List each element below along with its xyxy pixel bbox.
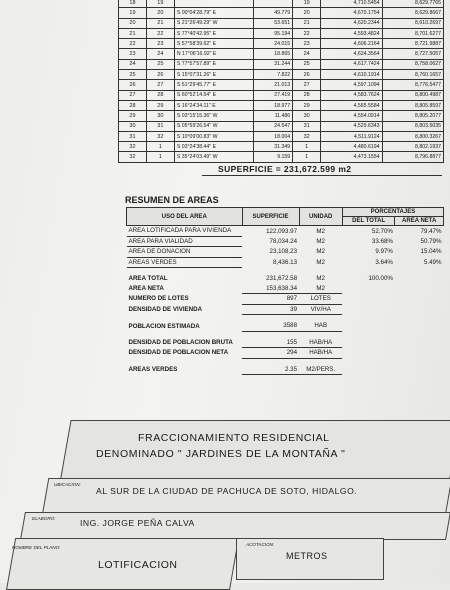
coord-cell-c: 27 bbox=[293, 80, 321, 90]
resumen-cell-p1: 33.68% bbox=[371, 237, 393, 245]
header-porcentajes: PORCENTAJES bbox=[342, 208, 443, 217]
coord-cell-c: 29 bbox=[293, 100, 321, 110]
coord-cell-bearing: S 00°04'28.79" E bbox=[174, 8, 253, 18]
coord-cell-c: 1 bbox=[293, 142, 321, 152]
resumen-cell-p2: 5.49% bbox=[423, 258, 442, 266]
resumen-row bbox=[127, 304, 444, 315]
coord-cell-b: 20 bbox=[146, 8, 174, 18]
elaboro-label: ELABORO: bbox=[32, 516, 56, 521]
coord-cell-coordx: 8,805.2077 bbox=[382, 111, 444, 121]
coord-cell-coordx: 8,727.5057 bbox=[382, 49, 444, 59]
resumen-cell-unit: M2/PERS. bbox=[299, 365, 342, 375]
coord-cell-b: 27 bbox=[146, 80, 174, 90]
coord-cell-dist: 31.244 bbox=[254, 59, 293, 69]
coord-row bbox=[119, 49, 444, 59]
coord-cell-bearing: S 51°29'45.77" E bbox=[174, 80, 253, 90]
coord-cell-coordy: 4,617.7424 bbox=[321, 59, 382, 69]
resumen-cell-label: AREA PARA VIALIDAD bbox=[127, 236, 243, 247]
coord-cell-bearing: S 60°52'14.54" E bbox=[174, 90, 253, 100]
coord-cell-c: 30 bbox=[293, 111, 321, 121]
coord-row bbox=[119, 0, 444, 8]
coord-cell-b: 19 bbox=[146, 0, 174, 8]
resumen-cell-sup: 23,108.23 bbox=[269, 248, 298, 256]
coord-row bbox=[119, 70, 444, 80]
coord-cell-coordx: 8,800.4987 bbox=[382, 90, 444, 100]
resumen-row bbox=[127, 257, 444, 268]
coord-row bbox=[119, 131, 444, 141]
coord-row bbox=[119, 39, 444, 49]
coord-cell-a: 22 bbox=[119, 39, 147, 49]
coord-cell-bearing: S 21°26'49.29" W bbox=[174, 18, 253, 28]
resumen-cell-label: AREAS VERDES bbox=[127, 257, 243, 268]
coord-cell-dist: 95.194 bbox=[254, 28, 293, 38]
coord-cell-coordx: 8,629.8667 bbox=[382, 8, 444, 18]
coord-cell-c: 28 bbox=[293, 90, 321, 100]
coord-cell-coordy: 4,606.2164 bbox=[321, 39, 382, 49]
elaboro-value: ING. JORGE PEÑA CALVA bbox=[80, 518, 195, 528]
coord-cell-coordy: 4,511.9124 bbox=[321, 131, 382, 141]
resumen-cell-label: POBLACION ESTIMADA bbox=[128, 322, 200, 330]
coord-cell-bearing: S 03°15'15.36" W bbox=[174, 111, 253, 121]
coord-row bbox=[119, 90, 444, 100]
coord-cell-b: 28 bbox=[146, 90, 174, 100]
coord-cell-a: 32 bbox=[119, 152, 147, 162]
coord-cell-coordx: 8,776.5477 bbox=[382, 80, 444, 90]
coord-cell-bearing bbox=[174, 0, 253, 8]
coord-cell-b: 30 bbox=[146, 111, 174, 121]
resumen-cell-p2 bbox=[395, 304, 444, 315]
resumen-cell-label: DENSIDAD DE VIVIENDA bbox=[128, 305, 203, 313]
coord-row bbox=[119, 121, 444, 131]
coord-cell-c: 19 bbox=[293, 0, 321, 8]
header-unidad: UNIDAD bbox=[299, 208, 342, 226]
coord-cell-b: 1 bbox=[146, 152, 174, 162]
coord-cell-coordy: 4,583.7624 bbox=[321, 90, 382, 100]
coord-cell-dist: 24.015 bbox=[254, 39, 293, 49]
coord-cell-c: 21 bbox=[293, 18, 321, 28]
coord-row bbox=[119, 59, 444, 69]
coordinates-table bbox=[118, 0, 444, 163]
resumen-row bbox=[127, 236, 444, 247]
resumen-cell-p2 bbox=[395, 365, 444, 375]
coord-cell-coordx: 8,758.0627 bbox=[382, 59, 444, 69]
coord-cell-bearing: S 03°24'38.44" E bbox=[174, 142, 253, 152]
coord-cell-c: 24 bbox=[293, 49, 321, 59]
coord-cell-a: 23 bbox=[119, 49, 147, 59]
coord-cell-b: 29 bbox=[146, 100, 174, 110]
resumen-row bbox=[127, 274, 444, 284]
coord-cell-dist: 18.865 bbox=[254, 49, 293, 59]
coord-cell-c: 22 bbox=[293, 28, 321, 38]
coord-cell-c: 26 bbox=[293, 70, 321, 80]
resumen-cell-sup: 294 bbox=[242, 348, 299, 359]
resumen-cell-sup: 122,093.97 bbox=[266, 227, 298, 235]
coord-cell-dist: 49.779 bbox=[254, 8, 293, 18]
resumen-row bbox=[127, 294, 444, 305]
coord-cell-a: 30 bbox=[119, 121, 147, 131]
coord-cell-coordy: 4,624.3564 bbox=[321, 49, 382, 59]
resumen-cell-label: AREAS VERDES bbox=[128, 366, 178, 373]
project-title-line2: DENOMINADO " JARDINES DE LA MONTAÑA " bbox=[96, 448, 346, 460]
resumen-cell-label: DENSIDAD DE POBLACION NETA bbox=[128, 349, 229, 357]
ubicacion-value: AL SUR DE LA CIUDAD DE PACHUCA DE SOTO, HIDALGO. bbox=[96, 486, 358, 496]
coord-row bbox=[119, 100, 444, 110]
coord-cell-dist: 18.004 bbox=[254, 131, 293, 141]
resumen-row bbox=[127, 226, 444, 237]
ubicacion-label: UBICACION: bbox=[54, 482, 81, 487]
resumen-cell-label: DENSIDAD DE POBLACION BRUTA bbox=[128, 339, 233, 346]
resumen-cell-p2: 79.47% bbox=[420, 227, 442, 235]
coord-cell-b: 32 bbox=[146, 131, 174, 141]
resumen-cell-label: AREA DE DONACION bbox=[127, 247, 243, 258]
coord-cell-a: 27 bbox=[119, 90, 147, 100]
resumen-cell-p1 bbox=[342, 284, 395, 294]
coord-cell-a: 28 bbox=[119, 100, 147, 110]
resumen-row bbox=[127, 247, 444, 258]
coord-cell-bearing: S 77°40'42.95" E bbox=[174, 28, 253, 38]
coord-cell-dist: 27.419 bbox=[254, 90, 293, 100]
resumen-cell-unit: M2 bbox=[316, 275, 326, 283]
coord-row bbox=[119, 18, 444, 28]
coord-cell-a: 24 bbox=[119, 59, 147, 69]
resumen-row bbox=[127, 348, 444, 359]
resumen-cell-label: NUMERO DE LOTES bbox=[128, 295, 189, 303]
coord-cell-bearing: S 15°07'31.26" E bbox=[174, 70, 253, 80]
coord-row bbox=[119, 80, 444, 90]
resumen-cell-p2: 50.79% bbox=[420, 237, 442, 245]
coord-cell-c: 23 bbox=[293, 39, 321, 49]
resumen-cell-p2 bbox=[395, 274, 444, 284]
resumen-cell-sup: 78,034.24 bbox=[269, 237, 298, 245]
resumen-cell-sup: 2.35 bbox=[242, 365, 299, 375]
coord-cell-coordy: 4,710.5454 bbox=[321, 0, 382, 8]
resumen-cell-p1 bbox=[342, 304, 395, 315]
coord-row bbox=[119, 152, 444, 162]
coord-cell-dist: 9.159 bbox=[254, 152, 293, 162]
resumen-cell-p1: 9.97% bbox=[375, 248, 393, 256]
plano-label: NOMBRE DEL PLANO: bbox=[12, 545, 61, 550]
coord-cell-dist: 11.486 bbox=[254, 111, 293, 121]
coord-cell-coordy: 4,610.1914 bbox=[321, 70, 382, 80]
coord-cell-bearing: S 16°24'34.11" E bbox=[174, 100, 253, 110]
coord-cell-coordy: 4,473.1554 bbox=[321, 152, 382, 162]
resumen-row bbox=[127, 365, 444, 375]
coord-cell-coordx: 8,629.7765 bbox=[382, 0, 444, 8]
coord-cell-dist: 31.349 bbox=[254, 142, 293, 152]
coord-cell-coordy: 4,565.5584 bbox=[321, 100, 382, 110]
coord-cell-coordx: 8,800.3267 bbox=[382, 131, 444, 141]
resumen-cell-p1: 100.00% bbox=[368, 275, 393, 283]
resumen-cell-unit: HAB/HA bbox=[299, 348, 342, 359]
plano-value: LOTIFICACION bbox=[98, 559, 178, 571]
coord-cell-coordx: 8,803.5035 bbox=[382, 121, 444, 131]
ubicacion-box bbox=[42, 478, 450, 514]
coord-cell-a: 29 bbox=[119, 111, 147, 121]
resumen-cell-unit: M2 bbox=[316, 227, 326, 235]
resumen-row bbox=[127, 321, 444, 331]
coord-cell-coordx: 8,802.1937 bbox=[382, 142, 444, 152]
coord-cell-dist bbox=[254, 0, 293, 8]
acotacion-value: METROS bbox=[286, 551, 328, 561]
coord-cell-b: 23 bbox=[146, 39, 174, 49]
resumen-cell-unit: M2 bbox=[299, 284, 342, 294]
coord-row bbox=[119, 111, 444, 121]
superficie-total: SUPERFICIE = 231,672.599 m2 bbox=[218, 164, 352, 174]
coord-cell-a: 25 bbox=[119, 70, 147, 80]
coord-cell-bearing: S 10°09'00.83" W bbox=[174, 131, 253, 141]
coord-cell-c: 1 bbox=[293, 152, 321, 162]
resumen-cell-unit: M2 bbox=[316, 258, 326, 266]
coord-cell-coordy: 4,529.6343 bbox=[321, 121, 382, 131]
header-uso: USO DEL AREA bbox=[127, 208, 243, 226]
coord-cell-bearing: N 17°06'16.92" E bbox=[174, 49, 253, 59]
coord-cell-bearing: S 35°24'03.49" W bbox=[174, 152, 253, 162]
resumen-cell-sup: 3588 bbox=[242, 321, 299, 331]
coord-cell-c: 32 bbox=[293, 131, 321, 141]
resumen-cell-sup: 39 bbox=[242, 304, 299, 315]
coord-cell-dist: 21.013 bbox=[254, 80, 293, 90]
coord-row bbox=[119, 28, 444, 38]
header-del-total: DEL TOTAL bbox=[342, 217, 395, 226]
coord-cell-coordx: 8,760.1657 bbox=[382, 70, 444, 80]
coord-cell-c: 31 bbox=[293, 121, 321, 131]
coord-cell-dist: 53.651 bbox=[254, 18, 293, 28]
coord-cell-a: 18 bbox=[119, 0, 147, 8]
coord-cell-b: 25 bbox=[146, 59, 174, 69]
header-area-neta: AREA NETA bbox=[395, 217, 444, 226]
coord-row bbox=[119, 142, 444, 152]
resumen-cell-p2 bbox=[395, 321, 444, 331]
coord-cell-dist: 24.547 bbox=[254, 121, 293, 131]
coord-cell-b: 24 bbox=[146, 49, 174, 59]
coord-cell-bearing: S 57°58'39.62" E bbox=[174, 39, 253, 49]
resumen-cell-unit: VIV/HA bbox=[299, 304, 342, 315]
coord-cell-c: 20 bbox=[293, 8, 321, 18]
resumen-cell-label: AREA TOTAL bbox=[128, 275, 168, 283]
resumen-table bbox=[126, 207, 444, 375]
resumen-cell-sup: 8,436.13 bbox=[272, 258, 298, 266]
coord-cell-coordy: 4,597.1094 bbox=[321, 80, 382, 90]
coord-cell-coordy: 4,554.0914 bbox=[321, 111, 382, 121]
coord-cell-b: 21 bbox=[146, 18, 174, 28]
coord-cell-coordx: 8,796.8877 bbox=[382, 152, 444, 162]
resumen-cell-p2: 15.04% bbox=[420, 248, 442, 256]
coord-cell-b: 22 bbox=[146, 28, 174, 38]
coord-cell-b: 31 bbox=[146, 121, 174, 131]
coord-cell-dist: 7.822 bbox=[254, 70, 293, 80]
resumen-cell-p1 bbox=[342, 321, 395, 331]
resumen-cell-unit: LOTES bbox=[299, 294, 342, 305]
coord-cell-b: 26 bbox=[146, 70, 174, 80]
coord-cell-coordy: 4,620.2344 bbox=[321, 18, 382, 28]
coord-cell-coordx: 8,805.8597 bbox=[382, 100, 444, 110]
resumen-cell-sup: 155 bbox=[242, 338, 299, 348]
coord-cell-coordx: 8,610.2697 bbox=[382, 18, 444, 28]
resumen-cell-label: AREA LOTIFICADA PARA VIVIENDA bbox=[127, 226, 243, 237]
project-title-line1: FRACCIONAMIENTO RESIDENCIAL bbox=[138, 432, 330, 444]
coord-cell-a: 32 bbox=[119, 142, 147, 152]
resumen-cell-p1 bbox=[342, 348, 395, 359]
resumen-cell-p2 bbox=[395, 338, 444, 348]
resumen-cell-p2 bbox=[395, 348, 444, 359]
resumen-cell-p1: 52.70% bbox=[371, 227, 393, 235]
coord-cell-bearing: S 05°59'26.54" W bbox=[174, 121, 253, 131]
coord-cell-coordy: 4,593.4824 bbox=[321, 28, 382, 38]
resumen-cell-p1 bbox=[342, 294, 395, 305]
coord-cell-dist: 18.977 bbox=[254, 100, 293, 110]
resumen-cell-unit: M2 bbox=[316, 248, 326, 256]
resumen-row bbox=[127, 338, 444, 348]
resumen-cell-unit: HAB/HA bbox=[299, 338, 342, 348]
coord-cell-a: 21 bbox=[119, 28, 147, 38]
resumen-title: RESUMEN DE AREAS bbox=[125, 195, 219, 205]
coord-cell-coordx: 8,721.9887 bbox=[382, 39, 444, 49]
resumen-cell-label: AREA NETA bbox=[128, 285, 164, 292]
coord-row bbox=[119, 8, 444, 18]
coord-cell-c: 25 bbox=[293, 59, 321, 69]
coord-cell-coordy: 4,670.1754 bbox=[321, 8, 382, 18]
coord-cell-a: 26 bbox=[119, 80, 147, 90]
coord-cell-coordy: 4,480.6194 bbox=[321, 142, 382, 152]
resumen-row bbox=[127, 284, 444, 294]
divider bbox=[202, 175, 442, 176]
resumen-cell-unit: HAB bbox=[299, 321, 342, 331]
coord-cell-a: 31 bbox=[119, 131, 147, 141]
resumen-cell-sup: 231,672.58 bbox=[266, 275, 298, 283]
coord-cell-a: 20 bbox=[119, 18, 147, 28]
resumen-cell-unit: M2 bbox=[316, 237, 326, 245]
resumen-cell-p2 bbox=[395, 294, 444, 305]
resumen-cell-p2 bbox=[395, 284, 444, 294]
resumen-cell-sup: 153,638.34 bbox=[242, 284, 299, 294]
coord-cell-bearing: S 77°57'57.89" E bbox=[174, 59, 253, 69]
resumen-cell-p1 bbox=[342, 338, 395, 348]
coord-cell-a: 19 bbox=[119, 8, 147, 18]
acotacion-label: ACOTACION: bbox=[246, 542, 275, 547]
resumen-cell-sup: 897 bbox=[242, 294, 299, 305]
header-superficie: SUPERFICIE bbox=[242, 208, 299, 226]
coord-cell-coordx: 8,701.6277 bbox=[382, 28, 444, 38]
coord-cell-b: 1 bbox=[146, 142, 174, 152]
resumen-cell-p1 bbox=[342, 365, 395, 375]
resumen-cell-p1: 3.64% bbox=[375, 258, 393, 266]
